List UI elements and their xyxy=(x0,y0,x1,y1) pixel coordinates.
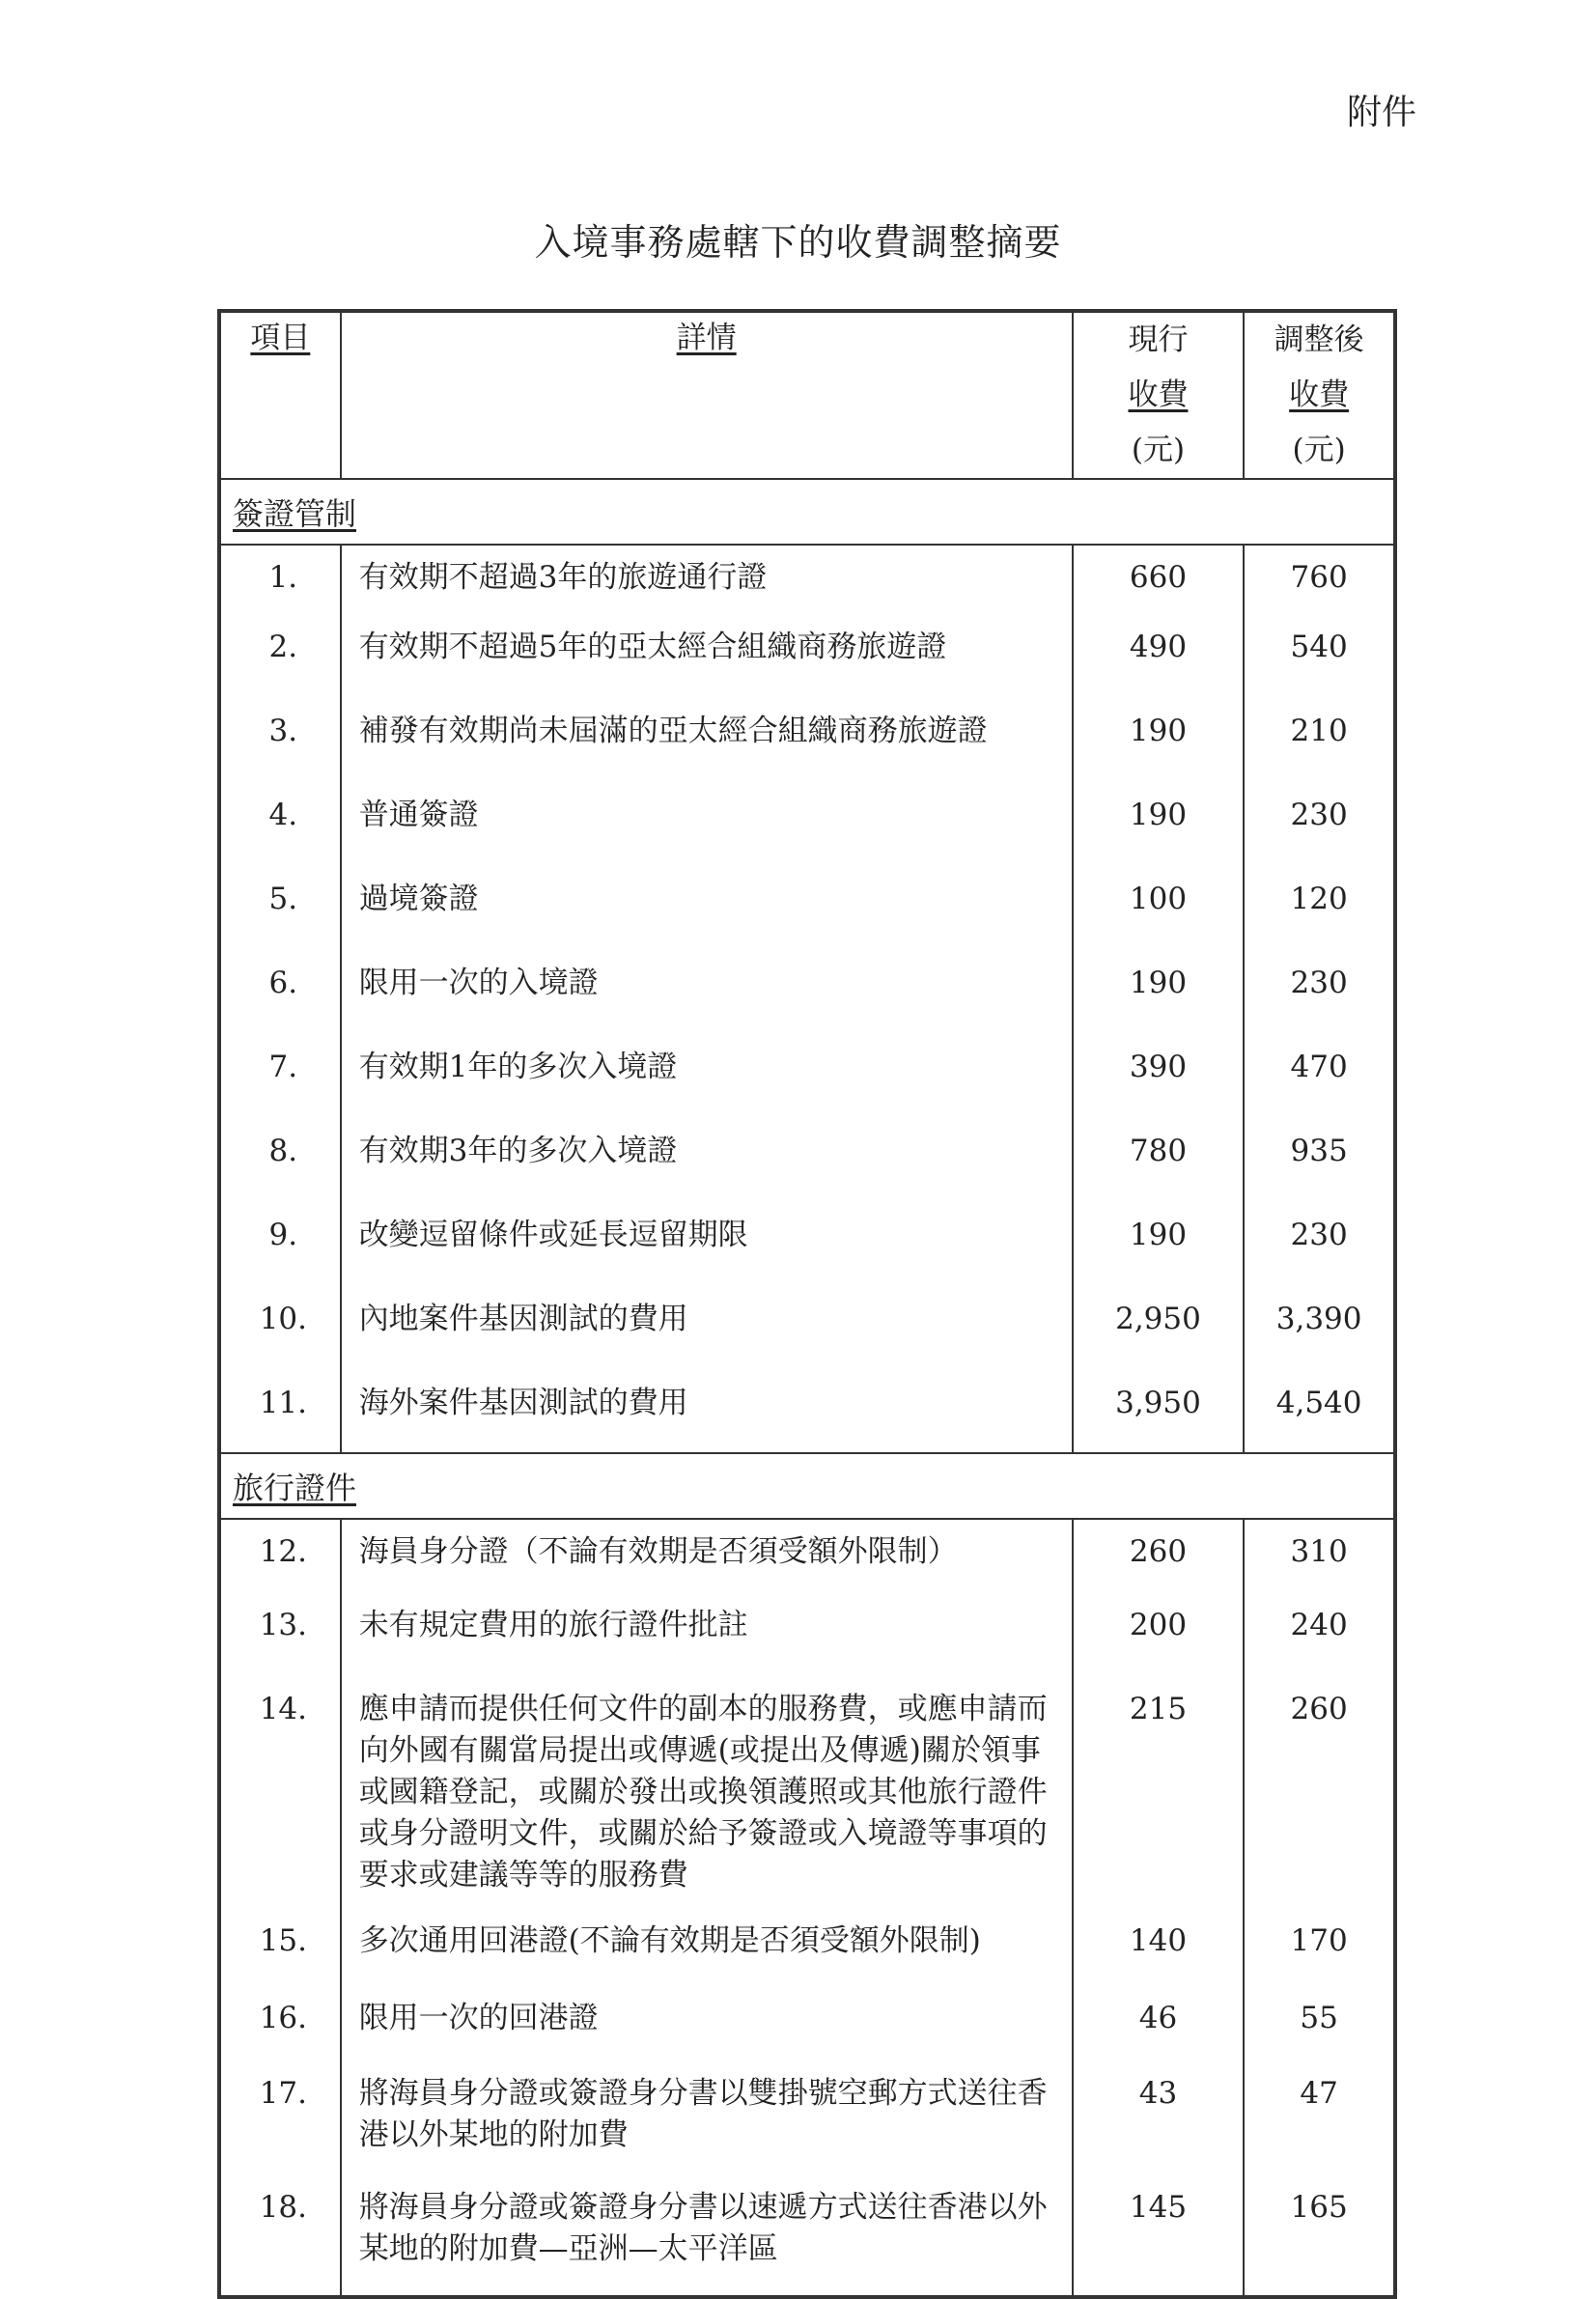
adjusted-fee: 47 xyxy=(1300,2076,1338,2111)
item-detail: 普通簽證 xyxy=(341,785,1073,869)
table-row xyxy=(219,1679,1395,1911)
current-fee: 190 xyxy=(1073,1205,1245,1289)
section-header xyxy=(219,479,1395,545)
current-fee: 390 xyxy=(1073,1037,1245,1121)
item-number: 16. xyxy=(219,1988,341,2063)
item-detail: 過境簽證 xyxy=(341,869,1073,953)
page-title: 入境事務處轄下的收費調整摘要 xyxy=(534,221,1062,264)
fee-table xyxy=(217,309,1397,2299)
item-detail: 補發有效期尚未屆滿的亞太經合組織商務旅遊證 xyxy=(341,701,1073,785)
header-item: 項目 xyxy=(219,311,341,479)
header-details: 詳情 xyxy=(341,311,1073,479)
header-adjusted: 調整後 收費 (元) xyxy=(1244,311,1395,479)
item-number: 15. xyxy=(219,1911,341,1988)
item-detail: 未有規定費用的旅行證件批註 xyxy=(341,1595,1073,1679)
item-number: 5. xyxy=(219,869,341,953)
current-fee: 3,950 xyxy=(1073,1373,1245,1453)
table-row xyxy=(219,1519,1395,1595)
item-detail: 將海員身分證或簽證身分書以速遞方式送往香港以外某地的附加費—亞洲—太平洋區 xyxy=(341,2177,1073,2297)
current-fee: 215 xyxy=(1073,1679,1245,1911)
current-fee: 660 xyxy=(1073,545,1245,617)
item-number: 7. xyxy=(219,1037,341,1121)
adjusted-fee: 210 xyxy=(1290,714,1348,748)
table-row xyxy=(219,617,1395,701)
item-number: 14. xyxy=(219,1679,341,1911)
current-fee: 490 xyxy=(1073,617,1245,701)
table-row xyxy=(219,1911,1395,1988)
item-number: 2. xyxy=(219,617,341,701)
item-number: 1. xyxy=(219,545,341,617)
table-row xyxy=(219,701,1395,785)
adjusted-fee: 230 xyxy=(1290,966,1348,1000)
table-row xyxy=(219,1988,1395,2063)
item-detail: 限用一次的回港證 xyxy=(341,1988,1073,2063)
adjusted-fee: 230 xyxy=(1290,798,1348,832)
current-fee: 190 xyxy=(1073,701,1245,785)
adjusted-fee: 230 xyxy=(1290,1218,1348,1252)
current-fee: 260 xyxy=(1073,1519,1245,1595)
table-row xyxy=(219,545,1395,617)
table-row xyxy=(219,1289,1395,1373)
current-fee: 43 xyxy=(1073,2063,1245,2177)
current-fee: 190 xyxy=(1073,953,1245,1037)
item-detail: 海外案件基因測試的費用 xyxy=(341,1373,1073,1453)
item-number: 6. xyxy=(219,953,341,1037)
adjusted-fee: 55 xyxy=(1300,2001,1338,2035)
item-number: 13. xyxy=(219,1595,341,1679)
adjusted-fee: 170 xyxy=(1290,1923,1348,1958)
current-fee: 200 xyxy=(1073,1595,1245,1679)
adjusted-fee: 760 xyxy=(1290,560,1348,595)
item-number: 3. xyxy=(219,701,341,785)
table-row xyxy=(219,953,1395,1037)
table-row xyxy=(219,1037,1395,1121)
item-detail: 限用一次的入境證 xyxy=(341,953,1073,1037)
table-row xyxy=(219,1595,1395,1679)
current-fee: 100 xyxy=(1073,869,1245,953)
item-detail: 應申請而提供任何文件的副本的服務費，或應申請而向外國有關當局提出或傳遞(或提出及傳遞)關於領事或國籍登記，或關於發出或換領護照或其他旅行證件或身分證明文件，或關於給予簽證或入境證等事項的要求或建議等等的服務費 xyxy=(341,1679,1073,1911)
header-row xyxy=(219,311,1395,479)
adjusted-fee: 4,540 xyxy=(1275,1386,1362,1420)
adjusted-fee: 165 xyxy=(1290,2190,1348,2225)
item-number: 4. xyxy=(219,785,341,869)
item-detail: 有效期不超過5年的亞太經合組織商務旅遊證 xyxy=(341,617,1073,701)
adjusted-fee: 935 xyxy=(1290,1134,1348,1168)
item-detail: 海員身分證（不論有效期是否須受額外限制） xyxy=(341,1519,1073,1595)
table-row xyxy=(219,1205,1395,1289)
item-number: 11. xyxy=(219,1373,341,1453)
item-number: 8. xyxy=(219,1121,341,1205)
adjusted-fee: 3,390 xyxy=(1275,1302,1362,1336)
table-row xyxy=(219,785,1395,869)
item-number: 10. xyxy=(219,1289,341,1373)
current-fee: 190 xyxy=(1073,785,1245,869)
current-fee: 2,950 xyxy=(1073,1289,1245,1373)
section-title: 簽證管制 xyxy=(219,479,1395,545)
table-row xyxy=(219,2177,1395,2297)
item-number: 17. xyxy=(219,2063,341,2177)
item-detail: 內地案件基因測試的費用 xyxy=(341,1289,1073,1373)
item-detail: 將海員身分證或簽證身分書以雙掛號空郵方式送往香港以外某地的附加費 xyxy=(341,2063,1073,2177)
item-detail: 有效期3年的多次入境證 xyxy=(341,1121,1073,1205)
fee-table-body xyxy=(219,479,1395,2297)
item-number: 18. xyxy=(219,2177,341,2297)
adjusted-fee: 120 xyxy=(1290,882,1348,916)
adjusted-fee: 310 xyxy=(1290,1534,1348,1569)
item-detail: 有效期1年的多次入境證 xyxy=(341,1037,1073,1121)
adjusted-fee: 540 xyxy=(1290,630,1348,664)
annex-label: 附件 xyxy=(1347,93,1417,132)
current-fee: 145 xyxy=(1073,2177,1245,2297)
current-fee: 140 xyxy=(1073,1911,1245,1988)
current-fee: 46 xyxy=(1073,1988,1245,2063)
table-row xyxy=(219,1373,1395,1453)
adjusted-fee: 260 xyxy=(1290,1692,1348,1726)
item-number: 9. xyxy=(219,1205,341,1289)
current-fee: 780 xyxy=(1073,1121,1245,1205)
header-current: 現行 收費 (元) xyxy=(1073,311,1245,479)
adjusted-fee: 240 xyxy=(1290,1608,1348,1642)
section-header xyxy=(219,1453,1395,1519)
table-row xyxy=(219,1121,1395,1205)
item-detail: 多次通用回港證(不論有效期是否須受額外限制) xyxy=(341,1911,1073,1988)
section-title: 旅行證件 xyxy=(219,1453,1395,1519)
item-number: 12. xyxy=(219,1519,341,1595)
item-detail: 有效期不超過3年的旅遊通行證 xyxy=(341,545,1073,617)
adjusted-fee: 470 xyxy=(1290,1050,1348,1084)
table-row xyxy=(219,2063,1395,2177)
table-row xyxy=(219,869,1395,953)
item-detail: 改變逗留條件或延長逗留期限 xyxy=(341,1205,1073,1289)
